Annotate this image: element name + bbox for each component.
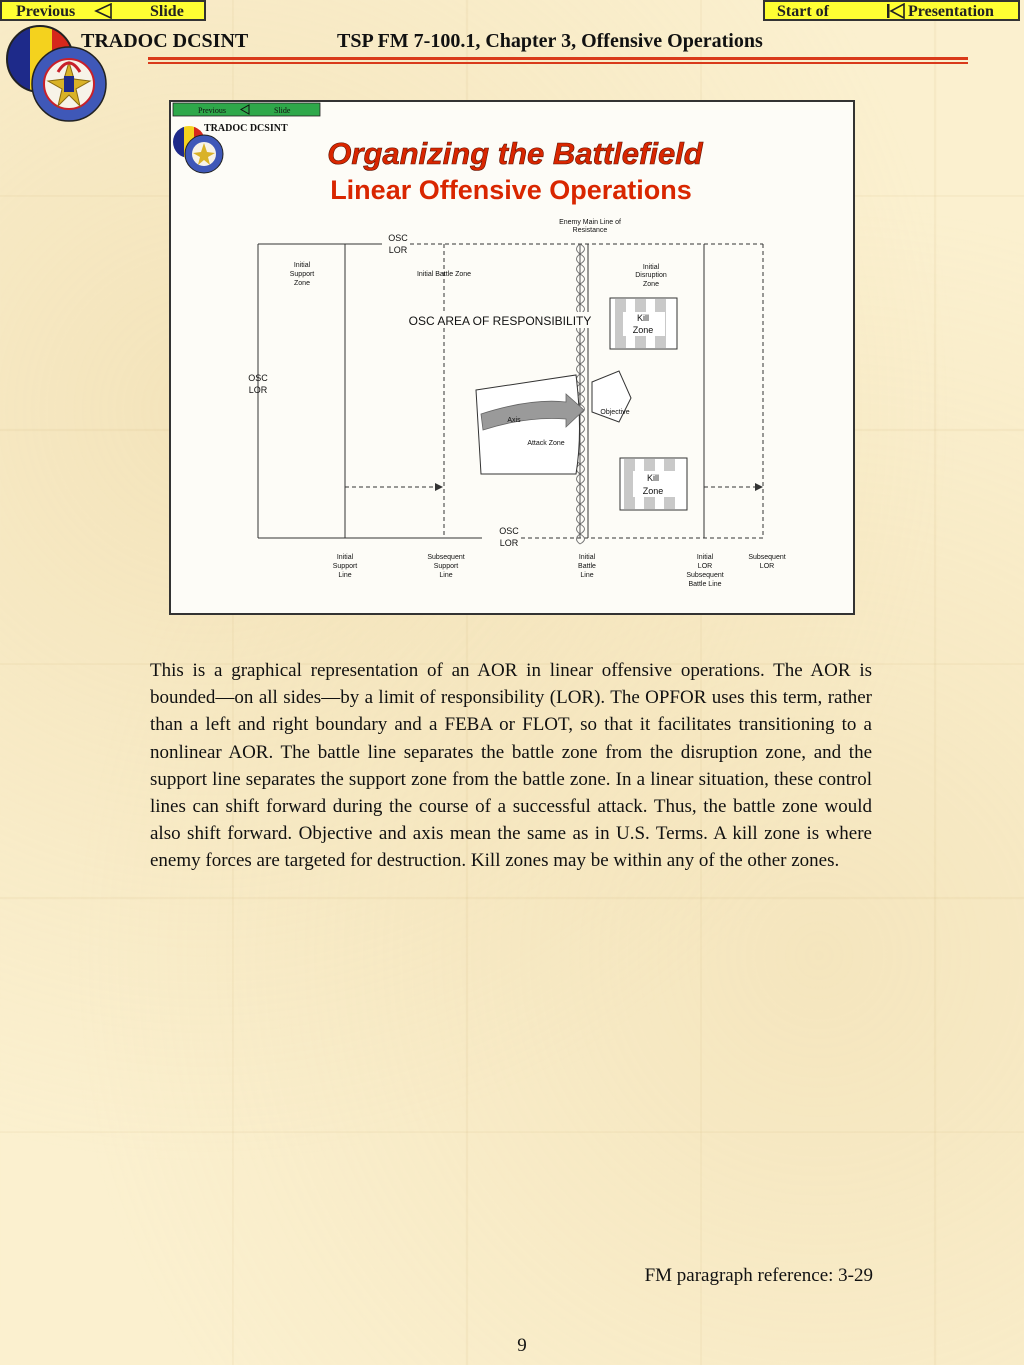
slide-image: [169, 100, 855, 615]
first-slide-icon: [886, 3, 906, 19]
enemy-line-label: Enemy Main Line of: [559, 219, 621, 226]
start-of-presentation-button[interactable]: [763, 0, 1020, 21]
page-number: 9: [517, 1335, 527, 1356]
previous-slide-button[interactable]: [0, 0, 206, 21]
subsequent-support-line-label: Subsequent: [427, 554, 465, 561]
subsequent-support-line-label: Line: [439, 572, 453, 579]
kill-zone-label: Zone: [632, 325, 654, 335]
battlefield-diagram: [171, 102, 853, 613]
slide-title: Organizing the Battlefield: [327, 136, 703, 171]
osc-lor-top-label: OSC: [388, 233, 408, 243]
osc-lor-bottom-label: OSC: [499, 526, 519, 536]
kill-zone-label: Kill: [636, 313, 650, 323]
previous-label: Previous: [16, 3, 76, 20]
advance-arrows: [345, 483, 763, 491]
subsequent-lor-label: LOR: [759, 563, 775, 570]
kill-zone-label: Zone: [642, 486, 664, 496]
kill-zone-label: Kill: [646, 473, 660, 483]
slide-org: TRADOC DCSINT: [204, 123, 288, 134]
slide-subtitle: Linear Offensive Operations: [330, 175, 692, 205]
slide-label: Slide: [150, 3, 184, 20]
subsequent-lines: [410, 244, 763, 538]
fm-paragraph-reference: FM paragraph reference: 3-29: [644, 1265, 873, 1286]
initial-lor-label: Subsequent: [686, 572, 724, 579]
initial-lor-label: Battle Line: [688, 581, 722, 588]
kill-zone-upper: [610, 298, 677, 349]
attack-zone-label: Attack Zone: [527, 440, 565, 447]
initial-battle-line-label: Initial: [578, 554, 596, 561]
initial-lor-label: LOR: [697, 563, 713, 570]
description-paragraph: This is a graphical representation of an AOR in linear offensive operations. The AOR is bounded—on all sides—by a limit of responsibility (LOR). The OPFOR uses this term, rather than a left and right boundary and a FEBA or FLOT, so that it facilitates transitioning to a nonlinear AOR. The battle line separates the battle zone from the disruption zone, and the support line separates the support zone from the battle zone. In a linear situation, these control lines can shift forward during the course of a successful attack. Thus, the battle zone would also shift forward. Objective and axis mean the same as in U.S. Terms. A kill zone is where enemy forces are targeted for destruction. Kill zones may be within any of the other zones.: [150, 660, 872, 872]
slide-previous-label: Previous: [198, 106, 226, 115]
enemy-line-label: Resistance: [572, 227, 608, 234]
initial-disruption-zone-label: Initial: [642, 264, 660, 271]
previous-arrow-icon: [94, 3, 114, 19]
initial-support-zone-label: Initial: [293, 262, 311, 269]
initial-support-line-label: Support: [332, 563, 358, 570]
axis-label: Axis: [507, 417, 521, 424]
initial-disruption-zone-label: Zone: [643, 281, 659, 288]
header-org: TRADOC DCSINT: [81, 30, 249, 52]
initial-battle-line-label: Battle: [578, 563, 596, 570]
header-rule-secondary: [148, 62, 968, 64]
slide-previous-button: [173, 103, 320, 116]
objective-label: Objective: [600, 409, 630, 416]
initial-support-line-label: Initial: [336, 554, 354, 561]
start-of-label: Start of: [777, 3, 829, 20]
slide-slide-label: Slide: [274, 106, 291, 115]
kill-zone-lower: [620, 458, 687, 510]
osc-lor-left-label: LOR: [248, 385, 268, 395]
initial-support-zone-label: Support: [289, 271, 315, 278]
osc-lor-left-label: OSC: [248, 373, 268, 383]
initial-support-line-label: Line: [338, 572, 352, 579]
subsequent-support-line-label: Support: [433, 563, 459, 570]
initial-support-zone-label: Zone: [294, 280, 310, 287]
header-rule: [148, 57, 968, 60]
presentation-label: Presentation: [908, 3, 994, 20]
subsequent-lor-label: Subsequent: [748, 554, 786, 561]
osc-lor-bottom-label: LOR: [499, 538, 519, 548]
osc-lor-top-label: LOR: [388, 245, 408, 255]
header-title: TSP FM 7-100.1, Chapter 3, Offensive Operations: [337, 30, 763, 52]
initial-battle-zone-label: Initial Battle Zone: [416, 271, 472, 278]
initial-battle-line-label: Line: [580, 572, 594, 579]
initial-disruption-zone-label: Disruption: [635, 272, 667, 279]
initial-lor-label: Initial: [696, 554, 714, 561]
aor-label: OSC AREA OF RESPONSIBILITY: [408, 314, 592, 328]
